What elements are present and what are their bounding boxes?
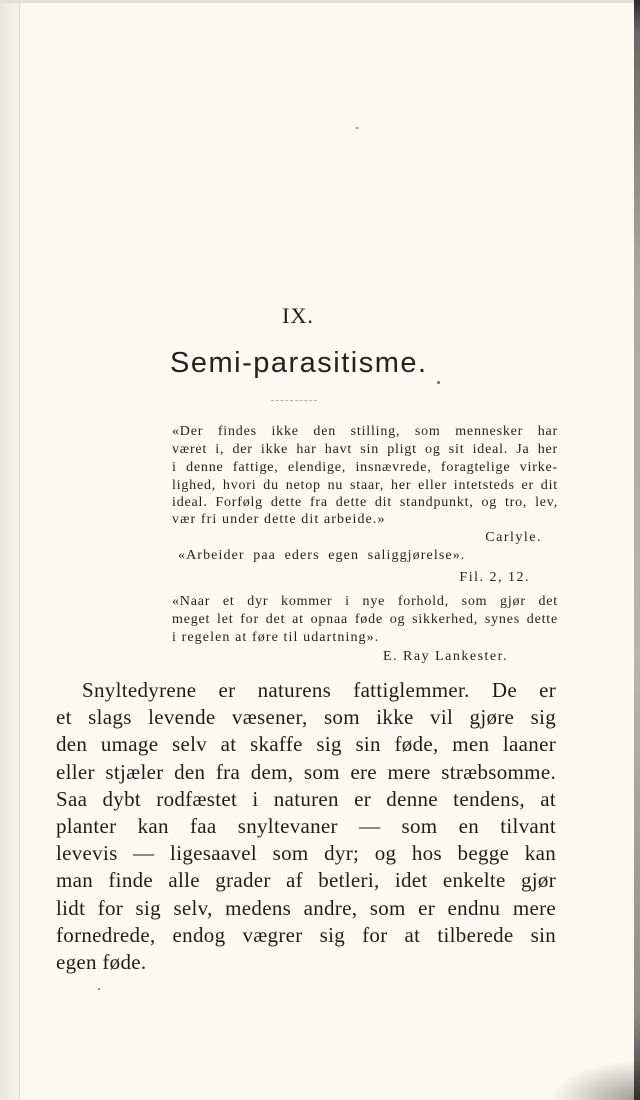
body-line: den umage selv at skaffe sig sin føde, men laaner bbox=[56, 732, 556, 757]
epigraph-attribution: Fil. 2, 12. bbox=[459, 569, 530, 585]
epigraph-line: vær fri under dette dit arbeide.» bbox=[172, 511, 386, 527]
epigraph-line: «Naar et dyr kommer i nye forhold, som gjør det bbox=[172, 593, 558, 609]
page-edge-left bbox=[0, 0, 19, 1100]
epigraph-attribution: Carlyle. bbox=[485, 529, 542, 545]
body-line: fornedrede, endog vægrer sig for at tilberede sin bbox=[56, 922, 556, 947]
page-edge-top bbox=[0, 0, 640, 3]
body-line: eller stjæler den fra dem, som ere mere stræbsomme. bbox=[56, 759, 556, 784]
body-paragraph bbox=[56, 677, 556, 976]
body-line: Snyltedyrene er naturens fattiglemmer. De er bbox=[82, 678, 556, 702]
body-line: planter kan faa snyltevaner — som en tilvant bbox=[56, 813, 556, 838]
ink-speck bbox=[356, 127, 358, 129]
body-line: man finde alle grader af betleri, idet enkelte gjør bbox=[56, 868, 556, 893]
epigraph-line: i regelen at føre til udartning». bbox=[172, 629, 380, 645]
body-line: levevis — ligesaavel som dyr; og hos begge kan bbox=[56, 841, 556, 866]
chapter-number: IX. bbox=[282, 303, 314, 328]
epigraph-line: lighed, hvori du netop nu staar, her eller intetsteds er dit bbox=[172, 477, 558, 493]
epigraph-line: «Arbeider paa eders egen saliggjørelse». bbox=[178, 547, 466, 563]
epigraph-line: meget let for det at opnaa føde og sikkerhed, synes dette bbox=[172, 611, 558, 627]
epigraph-line: ideal. Forfølg dette fra dette dit standpunkt, og tro, lev, bbox=[172, 494, 558, 510]
ink-speck bbox=[98, 988, 100, 990]
corner-shadow bbox=[550, 1060, 640, 1100]
page-edge-right bbox=[634, 0, 640, 1100]
epigraph-line: i denne fattige, elendige, insnævrede, foragtelige virke- bbox=[172, 459, 558, 475]
body-line: et slags levende væsener, som ikke vil gjøre sig bbox=[56, 705, 556, 730]
ink-speck bbox=[437, 381, 440, 384]
epigraph-line: «Der findes ikke den stilling, som mennesker har bbox=[172, 423, 558, 439]
body-line: egen føde. bbox=[56, 949, 147, 974]
title-separator bbox=[271, 400, 317, 401]
body-line: Saa dybt rodfæstet i naturen er denne tendens, at bbox=[56, 786, 556, 811]
chapter-title: Semi-parasitisme. bbox=[170, 347, 428, 379]
page-edge-left-line bbox=[19, 0, 20, 1100]
epigraph-attribution: E. Ray Lankester. bbox=[383, 648, 509, 664]
body-line: lidt for sig selv, medens andre, som er endnu mere bbox=[56, 895, 556, 920]
epigraph-line: været i, der ikke har havt sin pligt og sit ideal. Ja her bbox=[172, 441, 558, 457]
